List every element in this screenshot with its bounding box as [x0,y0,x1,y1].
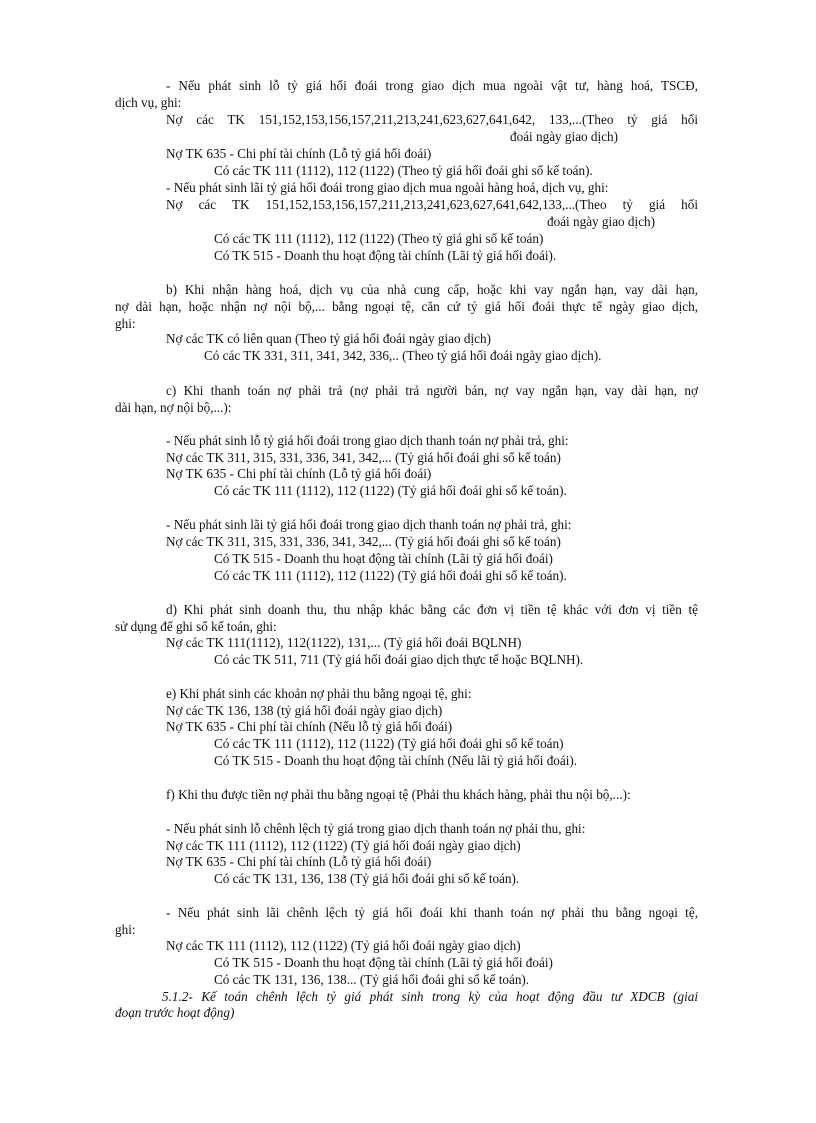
entry-a-gain-debit-1: Nợ các TK 151,152,153,156,157,211,213,241,623,627,641,642,133,...(Theo tỷ giá hối [166,197,698,212]
entry-e-debit: Nợ các TK 136, 138 (tỷ giá hối đoái ngày giao dịch) [166,703,443,718]
entry-e-credit-111: Có các TK 111 (1112), 112 (1122) (Tỷ giá hối đoái ghi sổ kế toán) [214,736,564,751]
entry-a-loss-debit-635: Nợ TK 635 - Chi phí tài chính (Lỗ tỷ giá hối đoái) [166,146,432,161]
section-heading-5-1-2-line-1: 5.1.2- Kế toán chênh lệch tỷ giá phát sinh trong kỳ của hoạt động đầu tư XDCB (giai [162,989,698,1004]
entry-c-gain-credit-111: Có các TK 111 (1112), 112 (1122) (Tỷ giá hối đoái ghi sổ kế toán). [214,568,567,583]
entry-a-gain-debit-2: đoái ngày giao dịch) [547,214,656,229]
para-f-gain-intro-2: ghi: [115,922,136,937]
para-f-gain-intro-1: - Nếu phát sinh lãi chênh lệch tỷ giá hối đoái khi thanh toán nợ phải thu bằng ngoại tệ, [166,905,698,920]
para-b-intro-2: nợ dài hạn, hoặc nhận nợ nội bộ,... bằng ngoại tệ, căn cứ tỷ giá hối đoái thực tế ngày giao dịch, [115,299,698,314]
entry-e-credit-515: Có TK 515 - Doanh thu hoạt động tài chính (Nếu lãi tỷ giá hối đoái). [214,753,578,768]
para-c-gain-intro: - Nếu phát sinh lãi tỷ giá hối đoái trong giao dịch thanh toán nợ phải trả, ghi: [166,517,572,532]
entry-c-gain-debit: Nợ các TK 311, 315, 331, 336, 341, 342,... (Tỷ giá hối đoái ghi sổ kế toán) [166,534,561,549]
entry-c-gain-credit-515: Có TK 515 - Doanh thu hoạt động tài chính (Lãi tỷ giá hối đoái) [214,551,553,566]
para-b-intro-3: ghi: [115,316,136,331]
section-heading-5-1-2-line-2: đoạn trước hoạt động) [115,1005,235,1020]
para-c-intro-1: c) Khi thanh toán nợ phải trả (nợ phải trả người bán, nợ vay ngắn hạn, vay dài hạn, nợ [166,383,698,398]
entry-f-gain-debit: Nợ các TK 111 (1112), 112 (1122) (Tỷ giá hối đoái ngày giao dịch) [166,938,521,953]
para-a-loss-intro-2: dịch vụ, ghi: [115,95,182,110]
entry-c-loss-debit-635: Nợ TK 635 - Chi phí tài chính (Lỗ tỷ giá hối đoái) [166,466,432,481]
entry-f-loss-debit: Nợ các TK 111 (1112), 112 (1122) (Tỷ giá hối đoái ngày giao dịch) [166,838,521,853]
para-c-intro-2: dài hạn, nợ nội bộ,...): [115,400,232,415]
para-a-loss-intro-1: - Nếu phát sinh lỗ tỷ giá hối đoái trong giao dịch mua ngoài vật tư, hàng hoá, TSCĐ, [166,78,698,93]
entry-c-loss-debit: Nợ các TK 311, 315, 331, 336, 341, 342,... (Tỷ giá hối đoái ghi sổ kế toán) [166,450,561,465]
entry-b-debit: Nợ các TK có liên quan (Theo tỷ giá hối đoái ngày giao dịch) [166,331,491,346]
para-d-intro-1: d) Khi phát sinh doanh thu, thu nhập khác bằng các đơn vị tiền tệ khác với đơn vị tiền tệ [166,602,698,617]
entry-f-gain-credit-515: Có TK 515 - Doanh thu hoạt động tài chính (Lãi tỷ giá hối đoái) [214,955,553,970]
entry-d-credit: Có các TK 511, 711 (Tỷ giá hối đoái giao dịch thực tế hoặc BQLNH). [214,652,584,667]
entry-f-gain-credit-131: Có các TK 131, 136, 138... (Tỷ giá hối đoái ghi sổ kế toán). [214,972,530,987]
para-e-intro: e) Khi phát sinh các khoản nợ phải thu bằng ngoại tệ, ghi: [166,686,472,701]
para-f-loss-intro: - Nếu phát sinh lỗ chênh lệch tỷ giá trong giao dịch thanh toán nợ phải thu, ghi: [166,821,586,836]
entry-e-debit-635: Nợ TK 635 - Chi phí tài chính (Nếu lỗ tỷ giá hối đoái) [166,719,453,734]
entry-a-loss-debit-1: Nợ các TK 151,152,153,156,157,211,213,241,623,627,641,642, 133,...(Theo tỷ giá hối [166,112,698,127]
entry-a-gain-credit-111: Có các TK 111 (1112), 112 (1122) (Theo tỷ giá ghi sổ kế toán) [214,231,544,246]
para-d-intro-2: sử dụng để ghi sổ kế toán, ghi: [115,619,277,634]
entry-d-debit: Nợ các TK 111(1112), 112(1122), 131,... (Tỷ giá hối đoái BQLNH) [166,635,522,650]
entry-b-credit: Có các TK 331, 311, 341, 342, 336,.. (Theo tỷ giá hối đoái ngày giao dịch). [204,348,602,363]
entry-f-loss-debit-635: Nợ TK 635 - Chi phí tài chính (Lỗ tỷ giá hối đoái) [166,854,432,869]
entry-a-gain-credit-515: Có TK 515 - Doanh thu hoạt động tài chính (Lãi tỷ giá hối đoái). [214,248,557,263]
para-a-gain-intro: - Nếu phát sinh lãi tỷ giá hối đoái trong giao dịch mua ngoài hàng hoá, dịch vụ, ghi: [166,180,609,195]
para-c-loss-intro: - Nếu phát sinh lỗ tỷ giá hối đoái trong giao dịch thanh toán nợ phải trả, ghi: [166,433,569,448]
para-f-intro: f) Khi thu được tiền nợ phải thu bằng ngoại tệ (Phải thu khách hàng, phải thu nội bộ,...): [166,787,631,802]
entry-c-loss-credit: Có các TK 111 (1112), 112 (1122) (Tỷ giá hối đoái ghi sổ kế toán). [214,483,567,498]
entry-a-loss-debit-2: đoái ngày giao dịch) [510,129,619,144]
para-b-intro-1: b) Khi nhận hàng hoá, dịch vụ của nhà cung cấp, hoặc khi vay ngắn hạn, vay dài hạn, [166,282,698,297]
entry-a-loss-credit-111: Có các TK 111 (1112), 112 (1122) (Theo tỷ giá hối đoái ghi sổ kế toán). [214,163,593,178]
entry-f-loss-credit: Có các TK 131, 136, 138 (Tỷ giá hối đoái ghi sổ kế toán). [214,871,520,886]
